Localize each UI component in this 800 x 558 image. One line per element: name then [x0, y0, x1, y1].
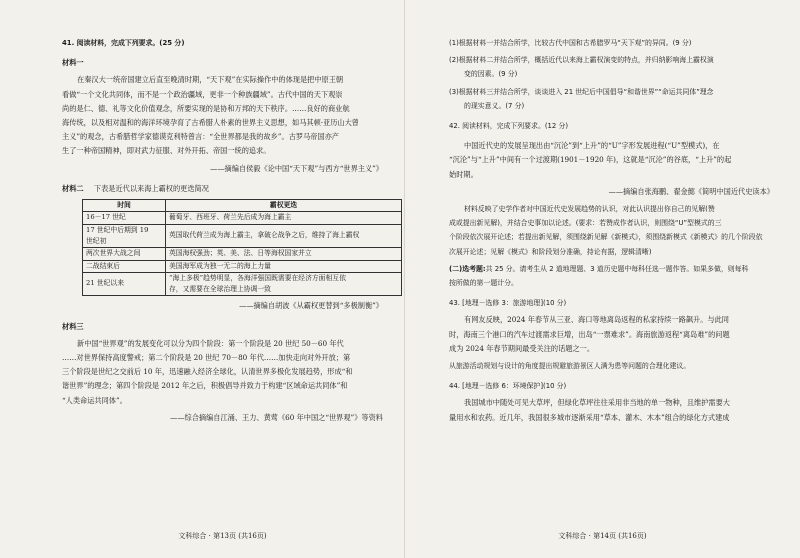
- text-line: 材料反映了史学作者对中国近代史发展趋势的认识，对此认识提出你自己的见解(赞: [464, 205, 715, 214]
- text-line: 三个阶段是世纪之交前后 10 年，迅速融入经济全球化，认清世界多极化发展趋势，形成“和: [62, 367, 353, 377]
- text-line: 生了一种帝国精神，即对武力征服、对外开拓、帝国一统的追求。: [62, 146, 271, 156]
- elective-heading: (二)选考题:: [449, 264, 486, 273]
- subquestion-line: (2)根据材料二并结合所学，概括近代以来海上霸权演变的特点，并归纳影响海上霸权演: [449, 56, 714, 65]
- table-cell-time: [83, 224, 166, 248]
- q43-title: 43. [地理－选修 3：旅游地理](10 分): [449, 299, 567, 308]
- table-cell-text: 英国海权强劲；英、美、法、日等海权国家并立: [166, 248, 402, 260]
- table-cell-time-line: 世纪初: [86, 236, 107, 245]
- table-cell-text: 葡萄牙、西班牙、荷兰先后成为海上霸主: [166, 212, 402, 224]
- text-line: 新中国“世界观”的发展变化可以分为四个阶段：第一个阶段是 20 世纪 50－60 年代: [77, 338, 344, 348]
- material-3-label: 材料三: [62, 321, 84, 331]
- text-line: 主义”的观念，古希腊哲学家德谟克利特曾言：“全世界都是我的故乡”。古罗马帝国亦产: [62, 132, 339, 142]
- text-line: “沉沦”与“上升”中间有一个过渡期(1901－1920 年)，这就是“沉沦”的谷底，“上升”的起: [449, 155, 732, 165]
- subquestion-line: 的现实意义。(7 分): [464, 101, 525, 110]
- subquestion-line: 变的因素。(9 分): [464, 70, 518, 79]
- q42-title: 42. 阅读材料，完成下列要求。(12 分): [449, 122, 569, 131]
- text-line: 次展开论述；见解《模式》和阶段划分准确，持论有据，逻辑清晰): [449, 247, 652, 256]
- text-line: 按所做的第一题计分。: [449, 279, 518, 288]
- text-line: 看做“一个文化共同体，而不是一个政治疆域，更非一个种族疆域”。古代中国的天下观崇: [62, 89, 343, 99]
- material-1-label: 材料一: [62, 58, 84, 68]
- table-cell-text-line: “海上多极”趋势明显，各海洋强国既需要在经济方面相互依: [169, 273, 346, 282]
- q42-material: [449, 139, 774, 182]
- text-line: 海传统，以及相对温和的海洋环境孕育了古希腊人朴素的世界主义思想，如马其顿·亚历山大曾: [62, 118, 359, 128]
- subquestion-line: (1)根据材料一并结合所学，比较古代中国和古希腊罗马“天下观”的异同。(9 分): [449, 39, 692, 47]
- table-cell-time: 两次世界大战之间: [83, 248, 166, 260]
- page-footer: 文科综合 · 第14页 (共16页): [558, 532, 647, 540]
- table-header-row: [83, 200, 402, 212]
- table-cell-text: 英国取代荷兰成为海上霸主，拿破仑战争之后，维持了海上霸权: [166, 224, 402, 248]
- hegemony-table: [82, 199, 402, 296]
- text-line: 成或提出新见解)，并结合史事加以论述。(要求：若赞成作者认识，则围绕“U”型模式的三: [449, 219, 722, 228]
- material-1-source: ——摘编自侯毅《论中国“天下观”与西方“世界主义”》: [210, 163, 383, 173]
- table-row: [83, 272, 402, 296]
- text-line: 在秦汉大一统帝国建立后直至晚清时期，“天下观”在实际操作中的体现是把中原王朝: [77, 75, 344, 85]
- text-line: ……对世界保持高度警戒；第二个阶段是 20 世纪 70－80 年代……加快走向对外开放；第: [62, 353, 351, 363]
- table-cell-time: 二战结束后: [83, 260, 166, 272]
- elective-instructions: [449, 262, 774, 290]
- table-header-time: 时间: [83, 200, 166, 212]
- text-line: “人类命运共同体”。: [62, 395, 127, 405]
- table-row: [83, 248, 402, 260]
- text-line: 中国近代史的发展呈现出由“沉沦”到“上升”的“U”字形发展进程(“U”型模式)，在: [464, 141, 720, 151]
- table-cell-text-line: 存，又需要在全球治理上协调一致: [169, 285, 271, 294]
- table-cell-text: [166, 272, 402, 296]
- table-cell-text: 美国海军成为独一无二的海上力量: [166, 260, 402, 272]
- q44-title: 44. [地理－选修 6：环境保护](10 分): [449, 382, 567, 391]
- material-3-source: ——综合摘编自江涌、王力、黄莺《60 年中国之“世界观”》等资料: [170, 412, 383, 422]
- page-footer: 文科综合 · 第13页 (共16页): [178, 532, 267, 540]
- q41-subquestions: [449, 36, 774, 113]
- material-1-text: [62, 73, 383, 158]
- q41-title: 41. 阅读材料，完成下列要求。(25 分): [62, 39, 185, 47]
- table-row: [83, 212, 402, 224]
- text-line: 我国城市中随处可见大草坪，但绿化草坪往往采用非当地的单一物种，且维护需要大: [464, 398, 730, 408]
- q42-requirements: [449, 202, 774, 259]
- text-line: 时，海南三个港口的汽车过渡需求巨增，出岛“一票难求”。海南旅游返程“离岛难”的问题: [449, 329, 730, 339]
- table-header-hegemony: 霸权更迭: [166, 200, 402, 212]
- material-2-caption: 下表是近代以来海上霸权的更迭简况: [93, 183, 209, 193]
- text-line: 成为 2024 年春节期间最受关注的话题之一。: [449, 343, 595, 353]
- text-line: 始时期。: [449, 169, 478, 179]
- text-line: 尚的是仁、德、礼等文化价值观念，所要实现的是协和万邦的天下秩序。……良好的商业航: [62, 103, 350, 113]
- material-3-text: [62, 337, 383, 408]
- table-cell-time: 21 世纪以来: [83, 272, 166, 296]
- table-cell-time-line: 17 世纪中后期到 19: [86, 225, 149, 234]
- subquestion-line: (3)根据材料三并结合所学，谈谈进入 21 世纪后中国倡导“和谐世界”“命运共同体”理念: [449, 87, 714, 96]
- table-row: [83, 260, 402, 272]
- table-cell-time: 16－17 世纪: [83, 212, 166, 224]
- table-row: [83, 224, 402, 248]
- text-line: 谐世界”的理念；第四个阶段是 2012 年之后，积极倡导并致力于构建“区域命运共同体”和: [62, 381, 348, 391]
- text-line: 共 25 分。请考生从 2 道地理题、3 道历史题中每科任选一题作答。如果多做，则每科: [485, 264, 749, 273]
- q44-material: [449, 396, 774, 424]
- right-page: [405, 0, 800, 558]
- text-line: 个阶段依次展开论述；若提出新见解，须围绕新见解《新模式》，须围绕新模式《新模式》的几个阶段依: [449, 233, 763, 242]
- text-line: 有网友反映，2024 年春节从三亚、海口等地离岛返程的私家持续一路飙升。与此同: [464, 315, 729, 325]
- q43-material: [449, 313, 774, 356]
- material-2-label: 材料二: [62, 183, 84, 193]
- text-line: 量用水和农药。近几年，我国很多城市逐渐采用“草本、灌木、木本”组合的绿化方式建成: [449, 412, 730, 422]
- material-2-source: ——摘编自胡波《从霸权更替到“多极制衡”》: [239, 301, 383, 311]
- q42-source: ——摘编自张海鹏、翟金懿《简明中国近代史读本》: [608, 186, 774, 196]
- q43-question: 从旅游活动规划与设计的角度提出规避旅游景区人满为患等问题的合理化建议。: [449, 362, 691, 371]
